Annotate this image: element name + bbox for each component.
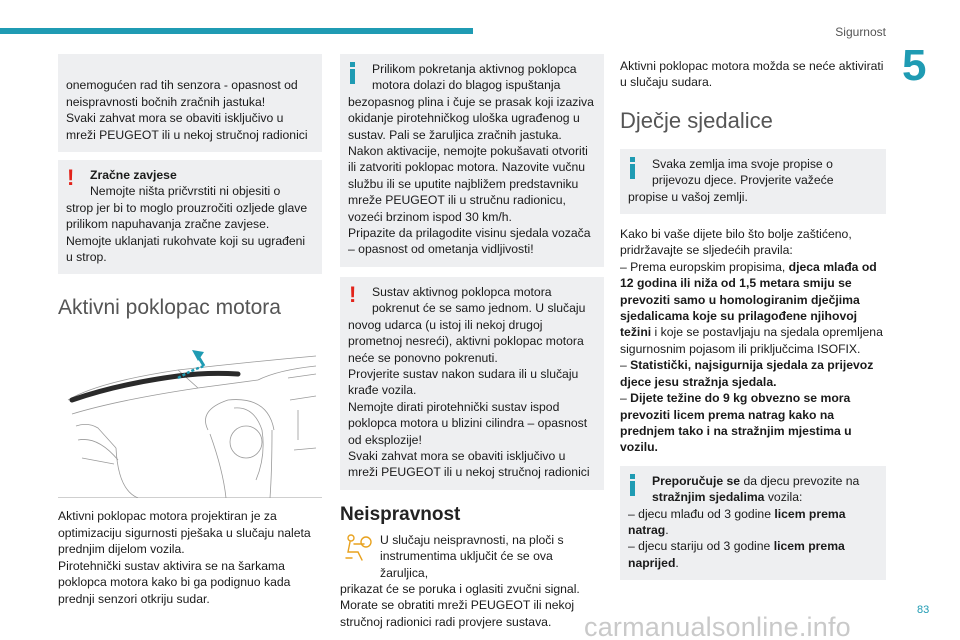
- warning-title: Zračne zavjese: [90, 168, 177, 183]
- list-end: .: [665, 522, 669, 537]
- warning-text: novog udarca (u istoj ili nekoj drugoj prometnoj nesreći), aktivni poklopac motora neće se ponovno pokrenuti. Provjerite sustav nakon sudara ili u slučaju krađe vozila. Nemojte dirati pirotehnički sustav ispod poklopca motora u blizini cilindra – opasnost od eksplozije! Svaki zahvat mora se obaviti isključivo u mreži PEUGEOT ili u nekoj stručnoj radionici: [348, 317, 590, 480]
- airbag-warning-icon: [340, 532, 374, 562]
- malfunction-text-first: U slučaju neispravnosti, na ploči s instrumentima uključit će se ova žaruljica,: [380, 532, 564, 580]
- recommend-bold-2: stražnjim sjedalima: [652, 490, 765, 505]
- section-heading: Neispravnost: [340, 503, 461, 525]
- rule-item: [620, 357, 886, 390]
- info-text-first: Svaka zemlja ima svoje propise o prijevozu djece. Provjerite važeće: [652, 156, 834, 188]
- watermark: carmanualsonline.info: [584, 612, 851, 640]
- malfunction-paragraph: [340, 532, 604, 630]
- warning-text: strop jer bi to moglo prouzročiti ozljede glave prilikom napuhavanja zračne zavjese. Nemojte uklanjati rukohvate koji su ugrađeni u strop.: [66, 200, 308, 265]
- list-end: .: [675, 555, 679, 570]
- rule-bold: Statistički, najsigurnija sjedala za prijevoz djece jesu stražnja sjedala.: [620, 358, 874, 389]
- paragraph: Aktivni poklopac motora projektiran je za optimizaciju sigurnosti pješaka u slučaju naleta prednjim dijelom vozila. Pirotehnički sustav aktivira se na šarkama poklopca motora kako bi ga podignuo kada prednji senzori otkriju sudar.: [58, 509, 311, 606]
- rule-item: [620, 390, 886, 456]
- recommend-bold: Preporučuje se: [652, 473, 741, 488]
- info-box: [620, 149, 886, 214]
- rule-item: [620, 259, 886, 357]
- warning-icon: !: [67, 165, 75, 191]
- info-text-first: Prilikom pokretanja aktivnog poklopca motora dolazi do blagog ispuštanja: [372, 62, 577, 93]
- column-1: [58, 54, 322, 607]
- rule-bold: Dijete težine do 9 kg obvezno se mora prevoziti licem prema natrag kako na prednjem tako i na stražnjim mjestima u vozilu.: [620, 391, 852, 455]
- warning-text-first: Sustav aktivnog poklopca motora pokrenut će se samo jednom. U slučaju: [372, 284, 586, 316]
- info-icon: [629, 157, 639, 179]
- list-text: – djecu stariju od 3 godine: [628, 539, 774, 554]
- rule-dash: – Prema europskim propisima,: [620, 259, 789, 274]
- info-text: bezopasnog plina i čuje se prasak koji izaziva okidanje pirotehničkog uloška ugrađenog u sustav. Pali se žaruljica zračnih jastuka. Nakon aktivacije, nemojte pokušavati otvoriti ili zatvoriti poklopac motora. Nazovite vučnu službu ili se uputite najbližem predstavniku mreže PEUGEOT ili u stručnu radionicu, vozeći brzinom ispod 30 km/h. Pripazite da prilagodite visinu sjedala vozača – opasnost od ometanja vidljivosti!: [348, 94, 594, 257]
- warning-box: [58, 160, 322, 274]
- info-text: propise u vašoj zemlji.: [628, 189, 748, 204]
- page-number: 83: [917, 604, 930, 616]
- info-icon: [349, 62, 359, 84]
- info-box: [340, 54, 604, 267]
- rule-text: i koje se postavljaju na sjedala opremljena sigurnosnim pojasom ili priključcima ISOFIX.: [620, 325, 883, 356]
- rule-dash: –: [620, 391, 631, 406]
- car-hood-illustration: [58, 330, 322, 498]
- warning-icon: !: [349, 281, 357, 307]
- note-box: [58, 54, 322, 152]
- list-text: – djecu mlađu od 3 godine: [628, 506, 775, 521]
- intro-text: Aktivni poklopac motora možda se neće aktivirati u slučaju sudara.: [620, 59, 884, 90]
- info-box: [620, 466, 886, 580]
- column-2: [340, 54, 604, 630]
- list-bold: licem prema natrag: [628, 506, 846, 537]
- note-text: onemogućen rad tih senzora - opasnost od neispravnosti bočnih zračnih jastuka! Svaki zahvat mora se obaviti isključivo u mreži PEUGEOT ili u nekoj stručnoj radionici: [66, 78, 308, 142]
- column-3: [620, 54, 886, 588]
- recommend-text: da djecu prevozite na: [740, 473, 860, 488]
- section-heading: Dječje sjedalice: [620, 107, 773, 133]
- section-title: Sigurnost: [835, 25, 886, 39]
- rule-dash: –: [620, 358, 631, 373]
- section-heading: Aktivni poklopac motora: [58, 296, 281, 320]
- recommend-text-2: vozila:: [764, 490, 803, 505]
- chapter-number: 5: [902, 41, 927, 90]
- rule-bold: djeca mlađa od 12 godina ili niža od 1,5 metara smiju se prevoziti samo u homologiranim dječjima sjedalicama koje su prilagođene njihovoj težini: [620, 259, 877, 340]
- warning-box: [340, 277, 604, 490]
- malfunction-text: prikazat će se poruka i oglasiti zvučni signal. Morate se obratiti mreži PEUGEOT ili nekoj stručnoj radionici radi provjere sustava.: [340, 581, 580, 629]
- rules-intro: Kako bi vaše dijete bilo što bolje zaštićeno, pridržavajte se sljedećih pravila:: [620, 227, 852, 258]
- header-accent-bar: [0, 28, 473, 34]
- warning-text-first: Nemojte ništa pričvrstiti ni objesiti o: [90, 184, 281, 199]
- list-bold: licem prema naprijed: [628, 539, 845, 570]
- info-icon: [629, 474, 639, 496]
